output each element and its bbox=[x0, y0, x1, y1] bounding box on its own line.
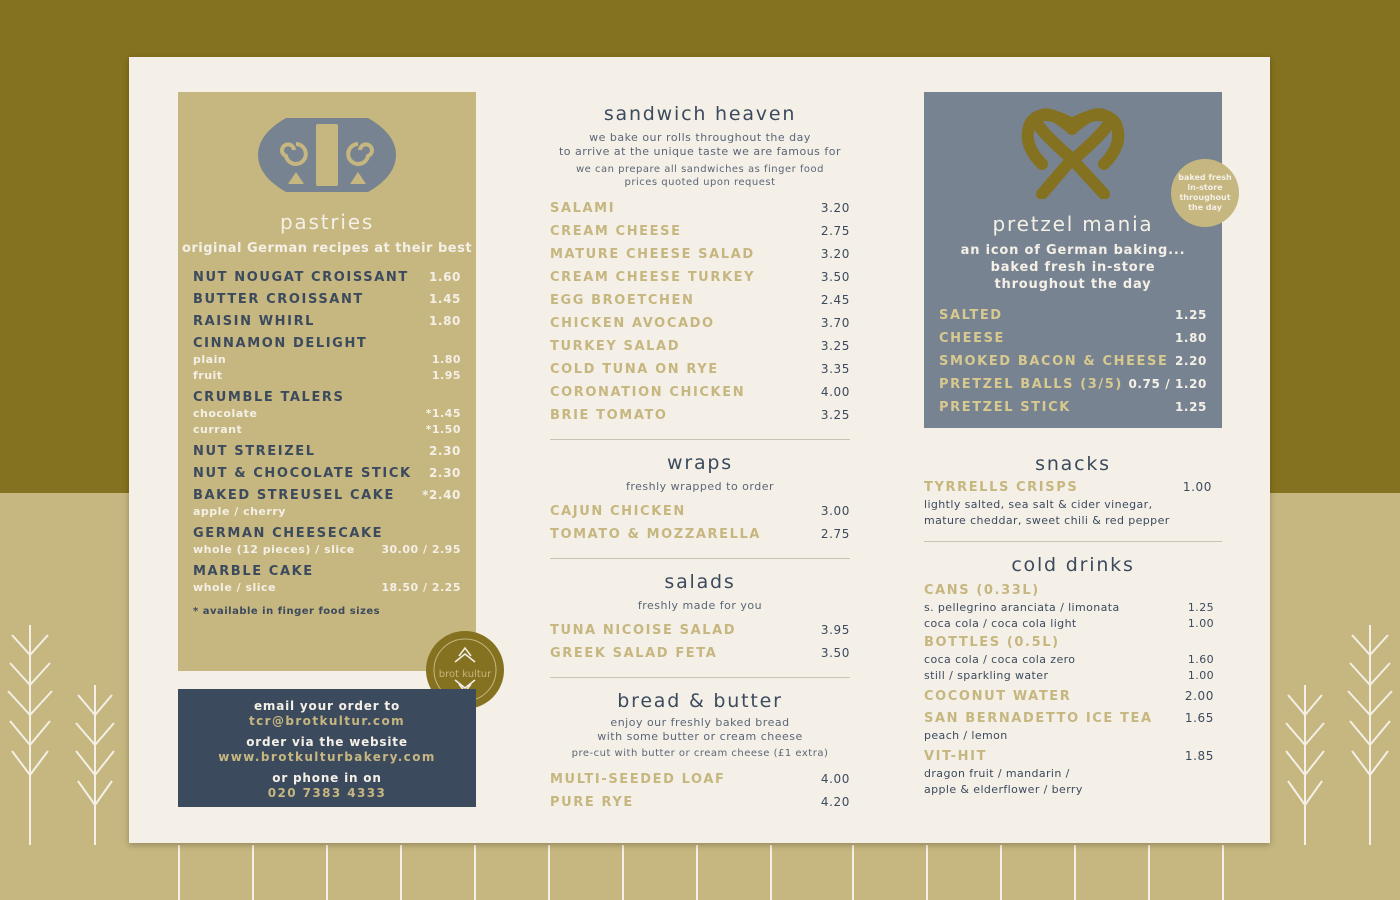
item-price: 3.35 bbox=[820, 362, 850, 376]
pretzel-tag-line: throughout the day bbox=[994, 277, 1152, 292]
item-name: CINNAMON DELIGHT bbox=[193, 336, 368, 351]
web-label: order via the website bbox=[246, 735, 408, 749]
menu-sheet bbox=[129, 57, 1270, 843]
item-name: BRIE TOMATO bbox=[550, 408, 668, 423]
item-name: GREEK SALAD FETA bbox=[550, 646, 718, 661]
divider bbox=[924, 541, 1222, 542]
list-item bbox=[939, 373, 1207, 396]
option-price: *1.45 bbox=[425, 407, 461, 420]
option-label: whole (12 pieces) / slice bbox=[193, 543, 355, 556]
option-label: fruit bbox=[193, 369, 223, 382]
item-price: 2.00 bbox=[1184, 689, 1214, 703]
list-item bbox=[939, 327, 1207, 350]
option-price: 1.60 bbox=[1187, 653, 1214, 666]
stem-decoration bbox=[1074, 845, 1076, 900]
option-label: chocolate bbox=[193, 407, 258, 420]
list-item bbox=[193, 564, 461, 596]
sandwich-note: prices quoted upon request bbox=[624, 177, 776, 188]
list-item bbox=[550, 619, 850, 642]
item-name: CHICKEN AVOCADO bbox=[550, 316, 715, 331]
stem-decoration bbox=[622, 845, 624, 900]
contact-panel bbox=[178, 689, 476, 807]
item-name: PRETZEL STICK bbox=[939, 400, 1071, 415]
option-price: 1.25 bbox=[1187, 601, 1214, 614]
item-price: 1.25 bbox=[1174, 308, 1207, 322]
item-name: MATURE CHEESE SALAD bbox=[550, 247, 755, 262]
item-name: MARBLE CAKE bbox=[193, 564, 314, 579]
item-name: VIT-HIT bbox=[924, 749, 988, 764]
list-item bbox=[550, 266, 850, 289]
item-name: TUNA NICOISE SALAD bbox=[550, 623, 737, 638]
list-item bbox=[924, 582, 1214, 632]
item-name: EGG BROETCHEN bbox=[550, 293, 695, 308]
item-price: 3.20 bbox=[820, 201, 850, 215]
list-item bbox=[924, 688, 1214, 706]
item-price: 1.85 bbox=[1184, 749, 1214, 763]
bread-desc: enjoy our freshly baked bread bbox=[610, 716, 790, 729]
item-name: CANS (0.33L) bbox=[924, 583, 1040, 598]
drinks-list bbox=[924, 582, 1222, 798]
sandwich-note: we can prepare all sandwiches as finger food bbox=[575, 164, 824, 175]
pretzel-list bbox=[939, 304, 1207, 419]
list-item bbox=[550, 523, 850, 546]
item-name: TOMATO & MOZZARELLA bbox=[550, 527, 762, 542]
item-price: 2.75 bbox=[820, 224, 850, 238]
pretzel-panel bbox=[924, 92, 1222, 428]
sandwich-list bbox=[550, 197, 850, 427]
list-item bbox=[193, 466, 461, 482]
list-item bbox=[550, 404, 850, 427]
stem-decoration bbox=[178, 845, 180, 900]
item-price: 2.30 bbox=[428, 466, 461, 480]
stem-decoration bbox=[852, 845, 854, 900]
item-name: CORONATION CHICKEN bbox=[550, 385, 746, 400]
item-name: CREAM CHEESE bbox=[550, 224, 682, 239]
list-item bbox=[550, 197, 850, 220]
option-label: still / sparkling water bbox=[924, 669, 1049, 682]
list-item bbox=[550, 642, 850, 665]
pastries-panel bbox=[178, 92, 476, 671]
salads-list bbox=[550, 619, 850, 665]
list-item bbox=[193, 270, 461, 286]
item-price: 1.80 bbox=[1174, 331, 1207, 345]
list-item bbox=[550, 381, 850, 404]
pastries-tagline: original German recipes at their best bbox=[181, 241, 473, 256]
item-name: SALAMI bbox=[550, 201, 616, 216]
option-price: 1.80 bbox=[431, 353, 461, 366]
item-price: 2.45 bbox=[820, 293, 850, 307]
item-name: CRUMBLE TALERS bbox=[193, 390, 345, 405]
snacks-desc: mature cheddar, sweet chili & red pepper bbox=[924, 514, 1170, 527]
list-item bbox=[550, 791, 850, 814]
item-price: 3.50 bbox=[820, 646, 850, 660]
list-item bbox=[550, 768, 850, 791]
item-price: 1.80 bbox=[428, 314, 461, 328]
stem-decoration bbox=[548, 845, 550, 900]
list-item bbox=[939, 396, 1207, 419]
drinks-title: cold drinks bbox=[1011, 554, 1135, 576]
item-price: 1.60 bbox=[428, 270, 461, 284]
item-name: MULTI-SEEDED LOAF bbox=[550, 772, 726, 787]
seal-text: brot kultur bbox=[438, 669, 492, 680]
fresh-badge: baked fresh in-store throughout the day bbox=[1171, 159, 1239, 227]
option-label: whole / slice bbox=[193, 581, 277, 594]
option-price: 18.50 / 2.25 bbox=[381, 581, 461, 594]
item-price: 3.25 bbox=[820, 339, 850, 353]
option-label: coca cola / coca cola zero bbox=[924, 653, 1076, 666]
option-label: apple & elderflower / berry bbox=[924, 783, 1083, 796]
middle-column bbox=[550, 103, 850, 814]
item-price: *2.40 bbox=[422, 488, 461, 502]
item-price: 2.75 bbox=[820, 527, 850, 541]
list-item bbox=[193, 314, 461, 330]
website-link[interactable]: www.brotkulturbakery.com bbox=[218, 750, 436, 764]
list-item bbox=[924, 710, 1214, 744]
pastries-footnote: * available in finger food sizes bbox=[193, 606, 381, 617]
item-name: BAKED STREUSEL CAKE bbox=[193, 488, 395, 503]
item-price: 1.65 bbox=[1184, 711, 1214, 725]
item-name: TURKEY SALAD bbox=[550, 339, 681, 354]
stem-decoration bbox=[770, 845, 772, 900]
wraps-title: wraps bbox=[667, 452, 733, 474]
item-price: 3.70 bbox=[820, 316, 850, 330]
sandwich-title: sandwich heaven bbox=[603, 103, 797, 125]
stem-decoration bbox=[400, 845, 402, 900]
wheat-right-icon bbox=[1270, 615, 1400, 845]
item-name: CHEESE bbox=[939, 331, 1006, 346]
item-name: BOTTLES (0.5L) bbox=[924, 635, 1060, 650]
option-price: 1.00 bbox=[1187, 669, 1214, 682]
list-item bbox=[924, 634, 1214, 684]
pastries-title: pastries bbox=[279, 210, 375, 234]
item-price: 1.45 bbox=[428, 292, 461, 306]
item-price: 0.75 / 1.20 bbox=[1128, 377, 1207, 391]
salads-title: salads bbox=[664, 571, 736, 593]
option-label: plain bbox=[193, 353, 227, 366]
snacks-title: snacks bbox=[1035, 453, 1111, 475]
sandwich-desc: we bake our rolls throughout the day bbox=[589, 131, 811, 144]
sandwich-desc: to arrive at the unique taste we are famous for bbox=[558, 145, 842, 158]
list-item bbox=[550, 312, 850, 335]
salads-desc: freshly made for you bbox=[637, 599, 763, 612]
wraps-list bbox=[550, 500, 850, 546]
pretzel-title: pretzel mania bbox=[992, 212, 1154, 236]
email-link[interactable]: tcr@brotkultur.com bbox=[249, 714, 405, 728]
option-label: apple / cherry bbox=[193, 505, 286, 518]
item-price: 2.30 bbox=[428, 444, 461, 458]
option-label: currant bbox=[193, 423, 243, 436]
option-label: dragon fruit / mandarin / bbox=[924, 767, 1070, 780]
option-label: peach / lemon bbox=[924, 729, 1008, 742]
item-price: 2.20 bbox=[1174, 354, 1207, 368]
item-name: COCONUT WATER bbox=[924, 689, 1072, 704]
pretzel-tag-line: baked fresh in-store bbox=[990, 260, 1156, 275]
option-label: coca cola / coca cola light bbox=[924, 617, 1077, 630]
right-lower-column bbox=[924, 453, 1222, 798]
wheat-left-icon bbox=[0, 615, 130, 845]
list-item bbox=[193, 390, 461, 438]
stem-decoration bbox=[326, 845, 328, 900]
list-item bbox=[924, 479, 1222, 497]
option-label: s. pellegrino aranciata / limonata bbox=[924, 601, 1120, 614]
list-item bbox=[550, 358, 850, 381]
item-price: 3.20 bbox=[820, 247, 850, 261]
bread-title: bread & butter bbox=[617, 690, 783, 712]
list-item bbox=[193, 526, 461, 558]
pastries-list bbox=[193, 270, 461, 617]
item-price: 3.50 bbox=[820, 270, 850, 284]
bread-list bbox=[550, 768, 850, 814]
option-price: 1.95 bbox=[431, 369, 461, 382]
list-item bbox=[939, 304, 1207, 327]
list-item bbox=[550, 243, 850, 266]
item-name: SMOKED BACON & CHEESE bbox=[939, 354, 1169, 369]
item-name: TYRRELLS CRISPS bbox=[924, 480, 1079, 495]
item-price: 4.20 bbox=[820, 795, 850, 809]
item-price: 1.00 bbox=[1182, 480, 1212, 494]
item-name: NUT NOUGAT CROISSANT bbox=[193, 270, 409, 285]
item-name: RAISIN WHIRL bbox=[193, 314, 316, 329]
bread-note: pre-cut with butter or cream cheese (£1 extra) bbox=[571, 748, 829, 759]
item-price: 3.25 bbox=[820, 408, 850, 422]
item-price: 4.00 bbox=[820, 772, 850, 786]
divider bbox=[550, 677, 850, 678]
list-item bbox=[924, 748, 1214, 798]
wraps-desc: freshly wrapped to order bbox=[625, 480, 775, 493]
phone-link[interactable]: 020 7383 4333 bbox=[267, 786, 387, 800]
email-label: email your order to bbox=[253, 699, 401, 713]
bread-desc: with some butter or cream cheese bbox=[597, 730, 803, 743]
item-name: NUT & CHOCOLATE STICK bbox=[193, 466, 412, 481]
item-price: 3.95 bbox=[820, 623, 850, 637]
list-item bbox=[193, 336, 461, 384]
list-item bbox=[193, 488, 461, 520]
divider bbox=[550, 439, 850, 440]
option-price: *1.50 bbox=[425, 423, 461, 436]
pastry-logo-icon bbox=[256, 114, 398, 196]
item-name: NUT STREIZEL bbox=[193, 444, 316, 459]
list-item bbox=[550, 220, 850, 243]
option-price: 1.00 bbox=[1187, 617, 1214, 630]
item-name: SALTED bbox=[939, 308, 1003, 323]
list-item bbox=[193, 444, 461, 460]
list-item bbox=[193, 292, 461, 308]
stem-decoration bbox=[1148, 845, 1150, 900]
option-price: 30.00 / 2.95 bbox=[381, 543, 461, 556]
stem-decoration bbox=[1222, 845, 1224, 900]
item-name: COLD TUNA ON RYE bbox=[550, 362, 719, 377]
pretzel-tagline bbox=[924, 242, 1222, 293]
divider bbox=[550, 558, 850, 559]
stem-decoration bbox=[926, 845, 928, 900]
stem-decoration bbox=[696, 845, 698, 900]
item-name: PURE RYE bbox=[550, 795, 634, 810]
item-name: CREAM CHEESE TURKEY bbox=[550, 270, 756, 285]
stem-decoration bbox=[252, 845, 254, 900]
item-name: PRETZEL BALLS (3/5) bbox=[939, 377, 1123, 392]
list-item bbox=[550, 335, 850, 358]
item-price: 1.25 bbox=[1174, 400, 1207, 414]
list-item bbox=[939, 350, 1207, 373]
item-price: 3.00 bbox=[820, 504, 850, 518]
item-name: SAN BERNADETTO ICE TEA bbox=[924, 711, 1153, 726]
phone-label: or phone in on bbox=[272, 771, 382, 785]
item-price: 4.00 bbox=[820, 385, 850, 399]
list-item bbox=[550, 289, 850, 312]
stem-decoration bbox=[1000, 845, 1002, 900]
pretzel-tag-line: an icon of German baking... bbox=[960, 243, 1186, 258]
snacks-desc: lightly salted, sea salt & cider vinegar, bbox=[924, 498, 1153, 511]
list-item bbox=[550, 500, 850, 523]
stem-decoration bbox=[474, 845, 476, 900]
item-name: BUTTER CROISSANT bbox=[193, 292, 364, 307]
pretzel-icon bbox=[1012, 104, 1134, 199]
item-name: GERMAN CHEESECAKE bbox=[193, 526, 384, 541]
item-name: CAJUN CHICKEN bbox=[550, 504, 686, 519]
